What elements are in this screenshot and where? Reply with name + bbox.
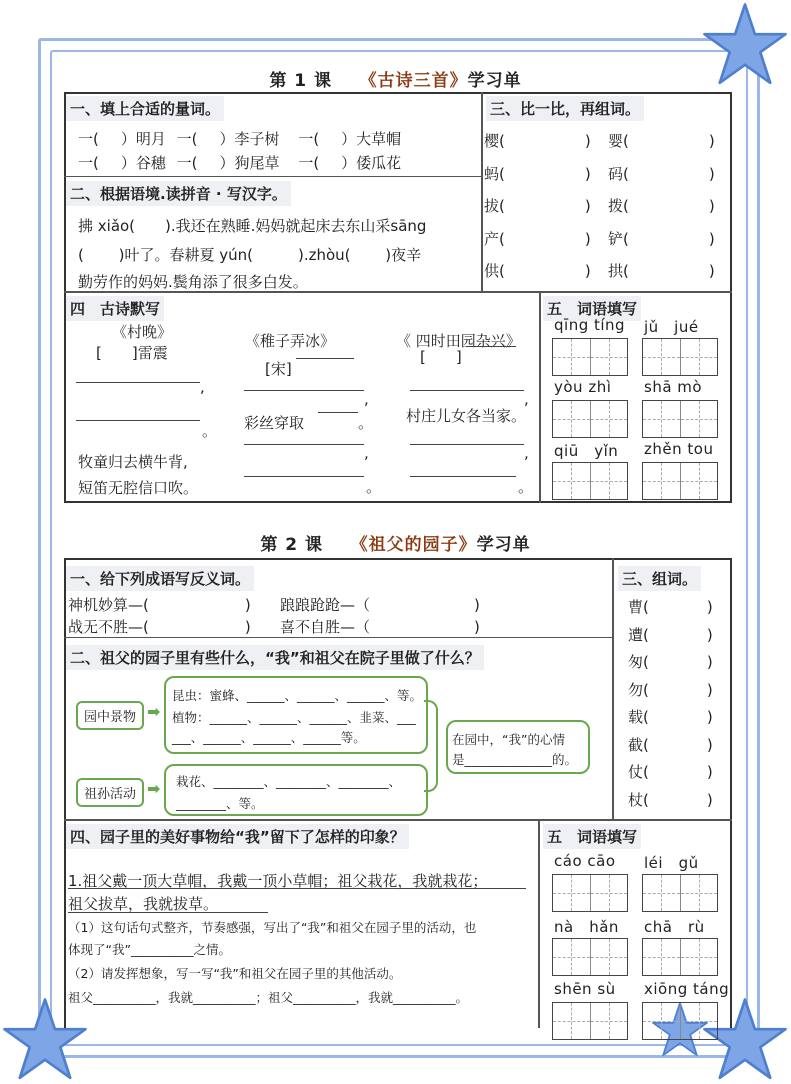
pinyin-label: xiōng táng xyxy=(644,980,730,998)
writing-grid[interactable] xyxy=(552,338,628,376)
grid-cell[interactable] xyxy=(681,939,718,975)
grid-cell[interactable] xyxy=(591,401,628,437)
word-item: 遭( ) xyxy=(628,625,713,644)
grid-cell[interactable] xyxy=(591,875,628,911)
writing-grid[interactable] xyxy=(642,462,718,500)
grid-cell[interactable] xyxy=(553,875,591,911)
mood-line: 是______________的。 xyxy=(452,752,578,767)
plants-line: ___、______、______、______等。 xyxy=(172,730,366,745)
word-item: 曹( ) xyxy=(628,598,713,616)
title-suffix: 学习单 xyxy=(476,535,531,555)
arrow-right-icon: ➡ xyxy=(147,779,161,798)
writing-grid[interactable] xyxy=(642,874,718,912)
pinyin-label: jǔ jué xyxy=(644,318,699,336)
question-line: 体现了“我”__________之情。 xyxy=(68,942,231,957)
compare-item: 婴( ) xyxy=(608,132,715,150)
lesson1-title xyxy=(0,66,791,91)
poem-title: 《稚子弄冰》 xyxy=(245,332,336,350)
grid-cell[interactable] xyxy=(643,1003,681,1039)
word-item: 勿( ) xyxy=(628,680,713,699)
antonym-item: 踉踉跄跄—（ ) xyxy=(280,596,480,614)
grid-cell[interactable] xyxy=(643,875,681,911)
pinyin-label: shēn sù xyxy=(554,980,616,998)
poem-line: 彩丝穿取 xyxy=(244,414,305,432)
poem-line: 短笛无腔信口吹。 xyxy=(78,479,199,497)
word-item: 载( ) xyxy=(628,708,713,726)
word-item: 仗( ) xyxy=(628,763,713,781)
writing-grid[interactable] xyxy=(552,874,628,912)
grid-cell[interactable] xyxy=(681,463,718,499)
writing-grid[interactable] xyxy=(642,1002,718,1040)
writing-grid[interactable] xyxy=(642,938,718,976)
compare-item: 拔( ) xyxy=(484,197,591,215)
question-line: （2）请发挥想象，写一写“我”和祖父在园子里的其他活动。 xyxy=(68,966,402,981)
compare-item: 铲( ) xyxy=(608,229,715,248)
section-heading: 三、比一比，再组词。 xyxy=(486,96,644,121)
section-heading: 四 古诗默写 xyxy=(66,296,164,321)
brace xyxy=(424,700,438,792)
garden-scenery-tag: 园中景物 xyxy=(76,701,144,730)
grid-cell[interactable] xyxy=(643,401,681,437)
word-item: 杖( ) xyxy=(628,790,713,809)
measure-word-row: 一( ）谷穗 一( ）狗尾草 一( ）倭瓜花 xyxy=(78,154,402,172)
insects-line: 昆虫：蜜蜂、______、______、______、等。 xyxy=(172,688,423,703)
poem-author: [ ] xyxy=(420,348,462,366)
pinyin-label: nà hǎn xyxy=(554,918,619,936)
grid-cell[interactable] xyxy=(591,939,628,975)
question-line: 祖父__________，我就__________；祖父__________，我就__________。 xyxy=(68,990,469,1005)
pinyin-label: chā rù xyxy=(644,918,705,936)
writing-grid[interactable] xyxy=(552,1002,628,1040)
grid-cell[interactable] xyxy=(553,463,591,499)
mood-line: 在园中，“我”的心情 xyxy=(452,732,565,747)
pinyin-line: 勤劳作的妈妈.鬓角添了很多白发。 xyxy=(78,273,308,291)
writing-grid[interactable] xyxy=(642,400,718,438)
grid-cell[interactable] xyxy=(591,339,628,375)
section-heading: 四、园子里的美好事物给“我”留下了怎样的印象？ xyxy=(66,824,409,849)
title-prefix: 第 2 课 xyxy=(260,535,323,555)
quote-line: 祖父拔草，我就拔草。 xyxy=(68,895,219,913)
compare-item: 产( ) xyxy=(484,229,591,248)
pinyin-label: yòu zhì xyxy=(554,378,612,396)
poem-line: 牧童归去横牛背, xyxy=(78,453,188,471)
section-heading: 二、祖父的园子里有些什么，“我”和祖父在院子里做了什么？ xyxy=(66,645,484,670)
poem-line: 村庄儿女各当家。 xyxy=(406,407,527,425)
compare-item: 樱( ) xyxy=(484,132,591,150)
grid-cell[interactable] xyxy=(681,339,718,375)
pinyin-label: zhěn tou xyxy=(644,440,714,458)
poem-author: [宋] xyxy=(265,360,292,378)
compare-item: 拱( ) xyxy=(608,262,715,280)
grid-cell[interactable] xyxy=(681,401,718,437)
arrow-right-icon: ➡ xyxy=(147,702,161,721)
section-heading: 二、根据语境.读拼音 · 写汉字。 xyxy=(66,181,291,206)
grid-cell[interactable] xyxy=(643,463,681,499)
poem-title: 《村晚》 xyxy=(112,323,173,341)
grid-cell[interactable] xyxy=(681,875,718,911)
grid-cell[interactable] xyxy=(643,339,681,375)
section-heading: 一、填上合适的量词。 xyxy=(66,96,224,121)
poem-title: 《 四时田园杂兴》 xyxy=(396,332,521,350)
word-item: 匆( ) xyxy=(628,653,713,671)
compare-item: 拨( ) xyxy=(608,197,715,215)
grid-cell[interactable] xyxy=(591,463,628,499)
title-prefix: 第 1 课 xyxy=(269,71,332,91)
pinyin-line: 拂 xiǎo( ).我还在熟睡.妈妈就起床去东山采sāng xyxy=(78,217,427,235)
lesson2-title xyxy=(0,530,791,555)
writing-grid[interactable] xyxy=(552,400,628,438)
pinyin-label: cáo cāo xyxy=(554,852,616,870)
antonym-item: 喜不自胜—（ ) xyxy=(280,618,480,636)
grid-cell[interactable] xyxy=(553,339,591,375)
section-heading: 三、组词。 xyxy=(618,566,701,591)
activity-line: 栽花、________、________、________、 xyxy=(176,774,402,789)
pinyin-line: ( )叶了。春耕夏 yún( ).zhòu( )夜辛 xyxy=(78,246,422,264)
activity-tag: 祖孙活动 xyxy=(76,778,144,807)
poem-author: [ ]雷震 xyxy=(96,344,168,362)
quote-line: 1.祖父戴一顶大草帽，我戴一顶小草帽；祖父栽花，我就栽花； xyxy=(68,872,488,890)
activity-line: ________、等。 xyxy=(176,796,264,811)
section-heading: 五 词语填写 xyxy=(543,824,641,849)
measure-word-row: 一( ）明月 一( ）李子树 一( ）大草帽 xyxy=(78,130,402,148)
word-item: 截( ) xyxy=(628,735,713,754)
section-heading: 五 词语填写 xyxy=(543,296,641,321)
grid-cell[interactable] xyxy=(553,939,591,975)
writing-grid[interactable] xyxy=(552,462,628,500)
grid-cell[interactable] xyxy=(553,401,591,437)
antonym-item: 神机妙算—( ) xyxy=(68,596,251,614)
section-heading: 一、给下列成语写反义词。 xyxy=(66,566,254,591)
writing-grid[interactable] xyxy=(642,338,718,376)
question-line: （1）这句话句式整齐，节奏感强，写出了“我”和祖父在园子里的活动，也 xyxy=(68,920,477,935)
compare-item: 码( ) xyxy=(608,164,715,183)
compare-item: 蚂( ) xyxy=(484,164,591,183)
pinyin-label: léi gǔ xyxy=(644,854,699,872)
pinyin-label: qīng tíng xyxy=(554,316,626,334)
title-book: 《祖父的园子》 xyxy=(350,535,477,555)
grid-cell[interactable] xyxy=(681,1003,718,1039)
worksheet-page: 第 1 课 《古诗三首》学习单 一、填上合适的量词。 一( ）明月 一( ）李子树 一( ）大草帽 一( ）谷穗 一( ）狗尾草 一( ）倭瓜花 二、根据语境.读拼音 · 写汉字。 拂 xiǎo( ).我还在熟睡.妈妈就起床去东山采sāng ( )叶了。春耕夏 yún( ).zhòu( )夜辛 勤劳作的妈妈.鬓角添了很多白发。 三、比一比，再组词。 樱( ) 婴( ) 蚂( ) 码( ) 拔( ) 拨( ) 产( ) 铲( ) 供( ) 拱( ) 四 古诗默写 《村晚》 [ ]雷震 , 。 牧童归去横牛背, 短笛无腔信口吹。 《稚子弄冰》 [宋] , 彩丝穿取 。 , 。 《 四时田园杂兴》 [ ] , 村庄儿女各当家。 , 。 五 词语填写 qīng tíng jǔ jué yòu zhì shā mò qiū yǐn zhěn tou 第 2 课 《祖父的园子》学习单 一、给下列成语写反义词。 神机妙算—( ) 踉踉跄跄—（ ) 战无不胜—( ) 喜不自胜—（ ) 二、祖父的园子里有些什么，“我”和祖父在院子里做了什么？ 园中景物 祖孙活动 ➡ ➡ 昆虫：蜜蜂、______、______、______、等。 植物：______、______、______、韭菜、___ ___、______、______、______等。 栽花、________、________、________、 ________、等。 在园中，“我”的心情 是______________的。 三、组词。 曹( ) 遭( ) 匆( ) 勿( ) 载( ) 截( ) 仗( ) 杖( ) 四、园子里的美好事物给“我”留下了怎样的印象？ 1.祖父戴一顶大草帽，我戴一顶小草帽；祖父栽花，我就栽花； 祖父拔草，我就拔草。 （1）这句话句式整齐，节奏感强，写出了“我”和祖父在园子里的活动，也 体现了“我”__________之情。 （2）请发挥想象，写一写“我”和祖父在园子里的其他活动。 祖父__________，我就__________；祖父__________，我就__________。 五 词语填写 cáo cāo léi gǔ nà hǎn chā rù shēn sù xiōng táng xyxy=(0,0,791,1084)
title-suffix: 学习单 xyxy=(467,71,522,91)
grid-cell[interactable] xyxy=(643,939,681,975)
grid-cell[interactable] xyxy=(591,1003,628,1039)
pinyin-label: qiū yǐn xyxy=(554,442,619,460)
pinyin-label: shā mò xyxy=(644,378,703,396)
plants-line: 植物：______、______、______、韭菜、___ xyxy=(172,710,416,725)
compare-item: 供( ) xyxy=(484,262,591,280)
antonym-item: 战无不胜—( ) xyxy=(68,618,251,636)
writing-grid[interactable] xyxy=(552,938,628,976)
grid-cell[interactable] xyxy=(553,1003,591,1039)
title-book: 《古诗三首》 xyxy=(359,71,468,91)
